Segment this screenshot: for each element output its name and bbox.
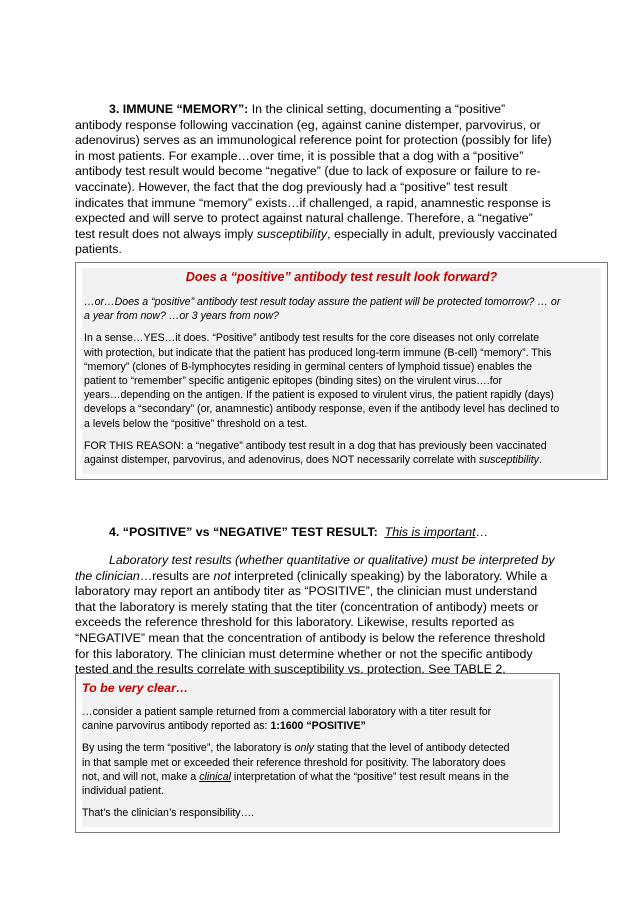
box-2-line-end: stating that the level of antibody detected	[314, 742, 510, 755]
box-1-paragraph-line: develops a “secondary” (or, anamnestic) antibody response, even if the antibody level has declined to	[84, 403, 560, 416]
box-2-line: …consider a patient sample returned from a commercial laboratory with a titer result for	[82, 706, 492, 718]
section-4-line: for this laboratory. The clinician must determine whether or not the specific antibody	[75, 646, 533, 661]
box-2-line: individual patient.	[82, 785, 164, 798]
section-3-heading: 3. IMMUNE “MEMORY”:	[109, 102, 249, 116]
box-1-period: .	[538, 454, 542, 467]
clinical-emphasis: clinical	[199, 770, 231, 783]
callout-box-forward	[75, 262, 608, 480]
section-3-line: expected and will serve to protect against natural challenge. Therefore, a “negative”	[75, 211, 533, 226]
not-emphasis: not	[213, 568, 231, 583]
section-4-paragraph	[75, 553, 567, 678]
box-1-reason-line: FOR THIS REASON: a “negative” antibody test result in a dog that has previously been vaccinated	[84, 439, 547, 452]
box-2-closing-line: That’s the clinician’s responsibility….	[82, 807, 255, 820]
section-3-last-line: test result does not always imply	[75, 226, 257, 241]
section-3-line: vaccinate). However, the fact that the dog previously had a “positive” test result	[75, 179, 508, 194]
susceptibility-emphasis: susceptibility	[256, 226, 328, 241]
box-1-paragraph-line: years…depending on the antigen. If the patient is exposed to virulent virus, the patient rapidly (days)	[84, 389, 554, 402]
section-4-line-2a: …results are	[139, 568, 214, 583]
important-note: This is important	[384, 525, 476, 539]
box-1-paragraph-line: In a sense…YES…it does. “Positive” antibody test results for the core diseases not only correlate	[84, 332, 540, 345]
section-3-line: in most patients. For example…over time, it is possible that a dog with a “positive”	[75, 148, 524, 163]
only-emphasis: only	[294, 742, 314, 755]
section-4-line: exceeds the reference threshold for this laboratory. Likewise, results reported as	[75, 615, 515, 630]
box-1-reason-line-2: against distemper, parvovirus, and adenovirus, does NOT necessarily correlate with	[84, 454, 479, 467]
section-3-line: indicates that immune “memory” exists…if challenged, a rapid, anamnestic response is	[75, 195, 551, 210]
section-4-line: “NEGATIVE” mean that the concentration of antibody is below the reference threshold	[75, 630, 546, 645]
callout-box-clear	[75, 673, 560, 833]
section-3-paragraph	[75, 102, 567, 258]
section-4-line-2b: interpreted (clinically speaking) by the laboratory. While a	[230, 568, 548, 583]
box-1-paragraph-line: patient to “remember” specific antigenic epitopes (binding sites) on the virulent virus….for	[84, 375, 503, 388]
box-2-line: canine parvovirus antibody reported as:	[82, 720, 271, 733]
the-clinician-emphasis: the clinician	[75, 568, 140, 583]
callout-box-clear-body	[82, 679, 553, 827]
callout-box-forward-body	[82, 268, 601, 474]
section-3-line-1: In the clinical setting, documenting a “positive”	[248, 102, 506, 116]
section-4-line: laboratory may report an antibody titer as “POSITIVE”, the clinician must understand	[75, 584, 538, 599]
section-4-heading: 4. “POSITIVE” vs “NEGATIVE” TEST RESULT:	[109, 525, 378, 539]
section-3-line: antibody response following vaccination (eg, against canine distemper, parvovirus, or	[75, 117, 541, 132]
section-3-line: adenovirus) serves as an immunological reference point for protection (possibly for life)	[75, 133, 552, 148]
section-4-line-1: Laboratory test results (whether quantitative or qualitative) must be interpreted by	[109, 553, 555, 567]
box-2-line: By using the term “positive”, the laboratory is	[82, 742, 295, 755]
section-3-final-line: patients.	[75, 242, 122, 257]
section-3-line: antibody test result would become “negative” (due to lack of exposure or failure to re-	[75, 164, 541, 179]
box-2-line-end: interpretation of what the “positive” test result means in the	[230, 770, 509, 783]
section-3-last-line-end: , especially in adult, previously vaccinated	[327, 226, 558, 241]
box-1-question-line: …or…Does a “positive” antibody test result today assure the patient will be protected tomorrow? … or	[84, 296, 561, 308]
box-1-paragraph-line: a levels below the “positive” threshold on a test.	[84, 417, 308, 430]
callout-box-forward-title: Does a “positive” antibody test result look forward?	[185, 270, 498, 284]
box-1-paragraph-line: “memory” (clones of B-lymphocytes residing in germinal centers of lymphoid tissue) enables the	[84, 360, 533, 373]
section-4-heading-line	[75, 525, 567, 541]
callout-box-clear-title: To be very clear…	[82, 681, 189, 695]
section-4-line: tested and the results correlate with susceptibility vs. protection. See TABLE 2.	[75, 662, 506, 677]
box-1-question-line: a year from now? …or 3 years from now?	[84, 310, 279, 323]
titer-result: 1:1600 “POSITIVE”	[270, 720, 366, 733]
box-2-line: not, and will not, make a	[82, 770, 200, 783]
box-1-paragraph-line: with protection, but indicate that the patient has produced long-term immune (B-cell) “memory”. This	[84, 346, 552, 359]
section-4-line: that the laboratory is merely stating that the titer (concentration of antibody) meets or	[75, 599, 539, 614]
important-note-ellipsis: …	[475, 525, 488, 539]
box-1-susceptibility-emphasis: susceptibility	[478, 454, 539, 467]
box-2-line: in that sample met or exceeded their reference threshold for positivity. The laboratory does	[82, 756, 506, 769]
